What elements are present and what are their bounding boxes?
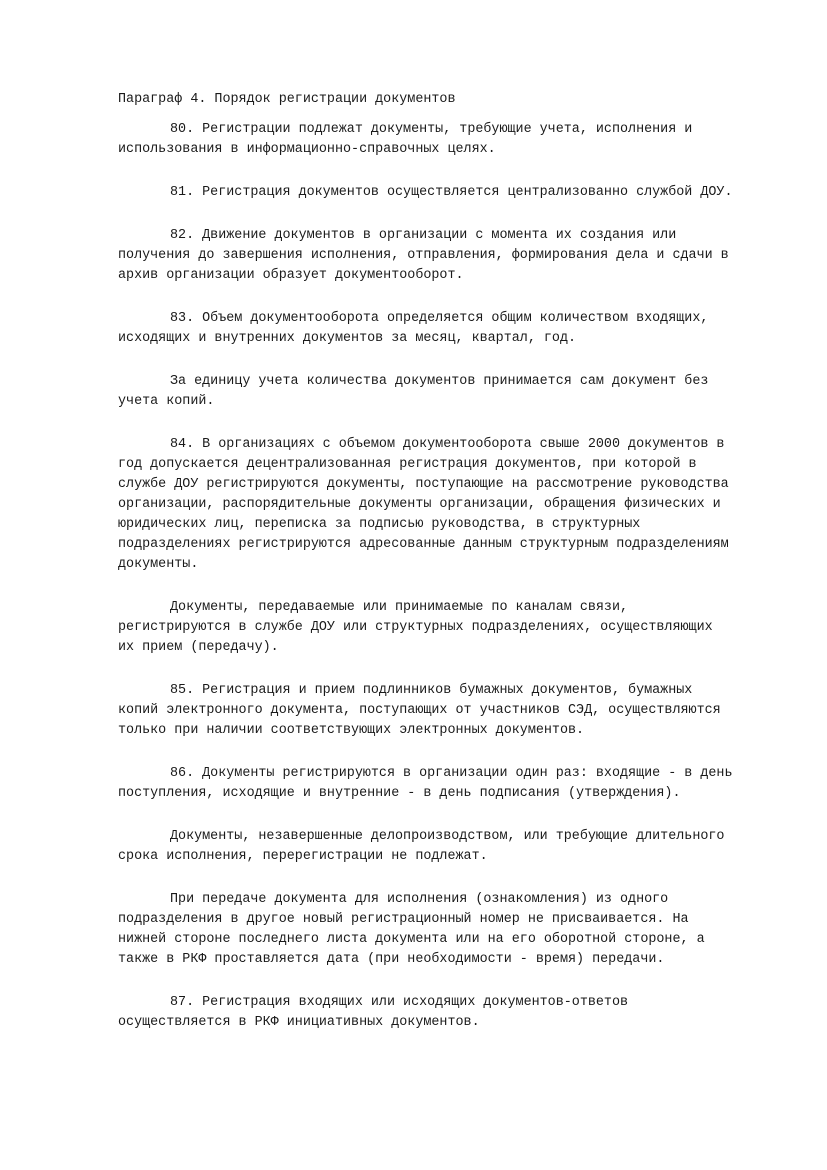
paragraph [118, 993, 778, 1033]
paragraph-line: учета копий. [118, 394, 215, 409]
paragraph [118, 309, 778, 349]
paragraph-line: документы. [118, 557, 199, 572]
paragraph-line: 84. В организациях с объемом документооборота свыше 2000 документов в [170, 437, 725, 452]
paragraph-line: их прием (передачу). [118, 640, 279, 655]
paragraph-line: 81. Регистрация документов осуществляется централизованно службой ДОУ. [170, 185, 733, 200]
paragraph-line: организации, распорядительные документы организации, обращения физических и [118, 497, 721, 512]
paragraph-list [118, 120, 778, 1033]
paragraph-line: 85. Регистрация и прием подлинников бумажных документов, бумажных [170, 683, 693, 698]
paragraph [118, 372, 778, 412]
paragraph-line: При передаче документа для исполнения (ознакомления) из одного [170, 892, 669, 907]
paragraph-line: нижней стороне последнего листа документа или на его оборотной стороне, а [118, 932, 705, 947]
paragraph-line: 82. Движение документов в организации с момента их создания или [170, 228, 677, 243]
paragraph [118, 764, 778, 804]
paragraph-line: 86. Документы регистрируются в организации один раз: входящие - в день [170, 766, 733, 781]
section-heading: Параграф 4. Порядок регистрации документов [118, 92, 456, 107]
paragraph-line: исходящих и внутренних документов за месяц, квартал, год. [118, 331, 577, 346]
paragraph [118, 226, 778, 286]
paragraph [118, 681, 778, 741]
paragraph-line: Документы, передаваемые или принимаемые по каналам связи, [170, 600, 629, 615]
paragraph-line: осуществляется в РКФ инициативных документов. [118, 1015, 480, 1030]
paragraph [118, 183, 778, 203]
paragraph-line: службе ДОУ регистрируются документы, поступающие на рассмотрение руководства [118, 477, 729, 492]
paragraph-line: архив организации образует документооборот. [118, 268, 464, 283]
paragraph-line: получения до завершения исполнения, отправления, формирования дела и сдачи в [118, 248, 729, 263]
document-page [118, 90, 778, 1056]
paragraph-line: срока исполнения, перерегистрации не подлежат. [118, 849, 488, 864]
paragraph-line: год допускается децентрализованная регистрация документов, при которой в [118, 457, 697, 472]
paragraph-line: только при наличии соответствующих электронных документов. [118, 723, 585, 738]
paragraph [118, 435, 778, 575]
paragraph-line: 80. Регистрации подлежат документы, требующие учета, исполнения и [170, 122, 693, 137]
paragraph [118, 120, 778, 160]
paragraph-line: копий электронного документа, поступающих от участников СЭД, осуществляются [118, 703, 721, 718]
paragraph [118, 598, 778, 658]
paragraph-line: подразделениях регистрируются адресованные данным структурным подразделениям [118, 537, 729, 552]
paragraph [118, 827, 778, 867]
paragraph-line: регистрируются в службе ДОУ или структурных подразделениях, осуществляющих [118, 620, 713, 635]
paragraph-line: подразделения в другое новый регистрационный номер не присваивается. На [118, 912, 689, 927]
paragraph-line: использования в информационно-справочных целях. [118, 142, 496, 157]
paragraph-line: поступления, исходящие и внутренние - в день подписания (утверждения). [118, 786, 681, 801]
paragraph-line: Документы, незавершенные делопроизводством, или требующие длительного [170, 829, 725, 844]
paragraph-line: юридических лиц, переписка за подписью руководства, в структурных [118, 517, 641, 532]
paragraph-line: 87. Регистрация входящих или исходящих документов-ответов [170, 995, 629, 1010]
paragraph-line: За единицу учета количества документов принимается сам документ без [170, 374, 709, 389]
paragraph [118, 890, 778, 970]
paragraph-line: также в РКФ проставляется дата (при необходимости - время) передачи. [118, 952, 665, 967]
paragraph-line: 83. Объем документооборота определяется общим количеством входящих, [170, 311, 709, 326]
